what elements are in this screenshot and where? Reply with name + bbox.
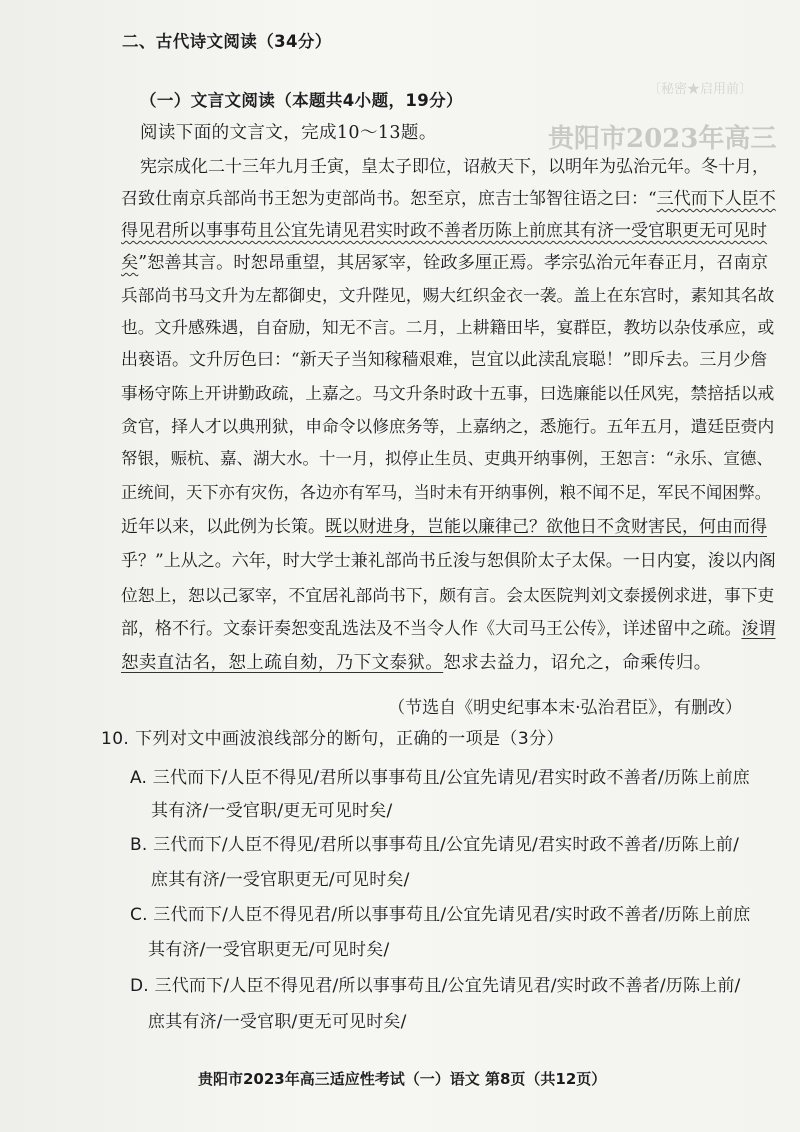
passage-line-8: 事杨守陈上开讲勤政疏，上嘉之。马文升条时政十五事，曰选廉能以任风宪，禁掊括以戒 xyxy=(121,383,775,403)
passage-line-2: 召致仕南京兵部尚书王恕为吏部尚书。恕至京，庶吉士邹智往语之曰：“三代而下人臣不 xyxy=(121,189,776,209)
wavy-underline-2: 矣 xyxy=(121,253,139,273)
passage-line-7: 出亵语。文升厉色曰：“新天子当知稼穑艰难，岂宜以此渎乱宸聪！”即斥去。三月少詹 xyxy=(121,350,768,370)
passage-line-1: 宪宗成化二十三年九月壬寅，皇太子即位，诏赦天下，以明年为弘治元年。冬十月， xyxy=(140,157,769,177)
option-a-text: 三代而下/人臣不得见/君所以事事苟且/公宜先请见/君实时政不善者/历陈上前庶 xyxy=(152,768,750,788)
passage-line-12: 近年以来，以此例为长策。既以财进身，岂能以廉律己？欲他日不贪财害民，何由而得 xyxy=(121,517,767,537)
straight-underline-2: 浚谓 xyxy=(741,619,776,639)
bleed-through-tag: 〔秘密★启用前〕 xyxy=(648,82,753,97)
passage-line-4: 矣”恕善其言。时恕昂重望，其居冢宰，铨政多厘正焉。孝宗弘治元年春正月，召南京 xyxy=(121,253,769,273)
option-c-text: 三代而下/人臣不得见君/所以事事苟且/公宜先请见君/实时政不善者/历陈上前庶 xyxy=(153,905,751,925)
option-c-letter: C. xyxy=(130,905,148,925)
option-b-line2: 庶其有济/一受官职更无/可见时矣/ xyxy=(151,870,410,890)
option-b[interactable] xyxy=(130,833,739,857)
option-a-letter: A. xyxy=(130,768,148,788)
option-b-letter: B. xyxy=(130,835,148,855)
passage-line-13: 乎？”上从之。六年，时大学士兼礼部尚书丘浚与恕俱阶太子太保。一日内宴，浚以内阁 xyxy=(121,551,776,571)
question-text: 下列对文中画波浪线部分的断句，正确的一项是（3分） xyxy=(135,729,564,749)
passage-line-14: 位恕上，恕以己冢宰，不宜居礼部尚书下，颇有言。会太医院判刘文泰援例求进，事下吏 xyxy=(121,585,775,605)
passage-line-10: 帑银，赈杭、嘉、湖大水。十一月，拟停止生员、吏典开纳事例，王恕言：“永乐、宣德、 xyxy=(121,449,773,468)
instruction: 阅读下面的文言文，完成10～13题。 xyxy=(140,123,437,143)
question-number: 10. xyxy=(101,729,130,749)
option-d-letter: D. xyxy=(130,976,149,996)
passage-line-15: 部，格不行。文泰讦奏恕变乱选法及不当令人作《大司马王公传》，详述留中之疏。浚谓 xyxy=(121,619,776,639)
section-subtitle: （一）文言文阅读（本题共4小题，19分） xyxy=(140,91,463,110)
question-10 xyxy=(101,727,564,751)
option-b-text: 三代而下/人臣不得见/君所以事事苟且/公宜先请见/君实时政不善者/历陈上前/ xyxy=(153,835,740,855)
passage-line-11: 正统间，天下亦有灾伤，各边亦有军马，当时未有开纳事例，粮不闻不足，军民不闻困弊。 xyxy=(121,483,771,502)
option-a-line2: 其有济/一受官职/更无可见时矣/ xyxy=(151,801,393,821)
option-d-text: 三代而下/人臣不得见君/所以事事苟且/公宜先请见君/实时政不善者/历陈上前/ xyxy=(154,976,741,996)
passage-line-9: 贪官，择人才以典刑狱，申命令以修庶务等，上嘉纳之，悉施行。五年五月，遣廷臣赍内 xyxy=(121,416,775,436)
section-title: 二、古代诗文阅读（34分） xyxy=(122,32,332,51)
passage-line-5: 兵部尚书马文升为左都御史，文升陛见，赐大红织金衣一袭。盖上在东宫时，素知其名故 xyxy=(121,285,775,305)
passage-line-16: 恕卖直沽名，恕上疏自劾，乃下文泰狱。恕求去益力，诏允之，命乘传归。 xyxy=(121,653,712,673)
straight-underline-1: 既以财进身，岂能以廉律己？欲他日不贪财害民，何由而得 xyxy=(325,517,767,537)
passage-line-3: 得见君所以事事苟且公宜先请见君实时政不善者历陈上前庶其有济一受官职更无可见时 xyxy=(121,221,767,241)
option-d[interactable] xyxy=(130,974,740,998)
page-footer: 贵阳市2023年高三适应性考试（一）语文 第8页（共12页） xyxy=(198,1070,607,1088)
passage-line-6: 也。文升感殊遇，自奋励，知无不言。二月，上耕籍田毕，宴群臣，教坊以杂伎承应，或 xyxy=(121,317,775,337)
option-c-line2: 其有济/一受官职更无/可见时矣/ xyxy=(148,940,390,960)
option-c[interactable] xyxy=(130,903,751,927)
wavy-underline-1: 三代而下人臣不 xyxy=(656,189,776,209)
bleed-through-title: 贵阳市2023年高三 xyxy=(548,124,777,154)
passage-source: （节选自《明史纪事本末·弘治君臣》，有删改） xyxy=(388,698,742,718)
straight-underline-3: 恕卖直沽名，恕上疏自劾，乃下文泰狱。 xyxy=(121,653,444,673)
option-d-line2: 庶其有济/一受官职/更无可见时矣/ xyxy=(148,1012,407,1032)
option-a[interactable] xyxy=(130,766,750,790)
